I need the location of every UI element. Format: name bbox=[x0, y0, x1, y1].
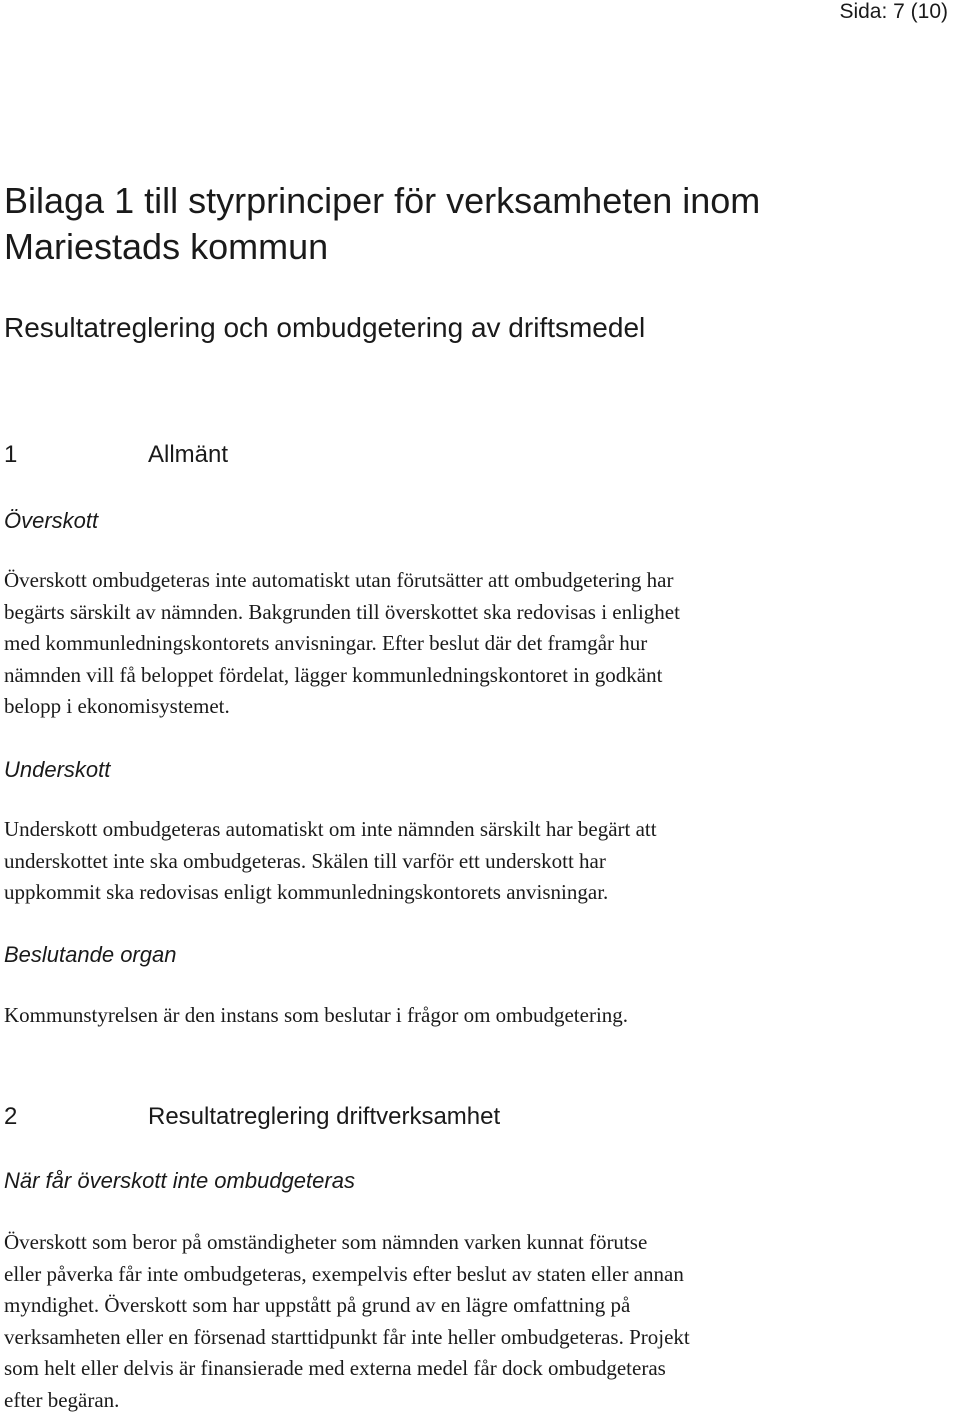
paragraph-line: som helt eller delvis är finansierade med externa medel får dock ombudgeteras bbox=[4, 1356, 666, 1380]
section-heading-1 bbox=[4, 440, 228, 470]
section-number-2: 2 bbox=[4, 1103, 18, 1130]
paragraph-line: nämnden vill få beloppet fördelat, lägger kommunledningskontoret in godkänt bbox=[4, 662, 663, 687]
paragraph-line: efter begäran. bbox=[4, 1387, 120, 1412]
paragraph-line: verksamheten eller en försenad starttidpunkt får inte heller ombudgeteras. Projekt bbox=[4, 1324, 690, 1349]
section-heading-2 bbox=[4, 1102, 500, 1132]
subheading-nar-far-overskott: När får överskott inte ombudgeteras bbox=[4, 1168, 355, 1193]
section-title-2: Resultatreglering driftverksamhet bbox=[148, 1103, 501, 1130]
paragraph-nar-far-overskott bbox=[4, 1227, 884, 1416]
paragraph-line: Överskott som beror på omständigheter som nämnden varken kunnat förutse bbox=[4, 1230, 648, 1254]
paragraph-line: belopp i ekonomisystemet. bbox=[4, 694, 230, 718]
paragraph-overskott bbox=[4, 565, 884, 723]
paragraph-beslutande-organ bbox=[4, 1000, 884, 1032]
paragraph-underskott bbox=[4, 814, 884, 909]
document-title bbox=[4, 178, 904, 270]
document-title-line-2: Mariestads kommun bbox=[4, 226, 329, 267]
paragraph-line: Underskott ombudgeteras automatiskt om inte nämnden särskilt har begärt att bbox=[4, 817, 657, 841]
paragraph-line: med kommunledningskontorets anvisningar. Efter beslut där det framgår hur bbox=[4, 631, 648, 655]
paragraph-line: myndighet. Överskott som har uppstått på grund av en lägre omfattning på bbox=[4, 1293, 631, 1317]
section-title-1: Allmänt bbox=[148, 441, 229, 468]
paragraph-line: Kommunstyrelsen är den instans som beslutar i frågor om ombudgetering. bbox=[4, 1003, 629, 1027]
section-number-1: 1 bbox=[4, 441, 18, 468]
paragraph-line: begärts särskilt av nämnden. Bakgrunden till överskottet ska redovisas i enlighet bbox=[4, 599, 680, 624]
paragraph-line: underskottet inte ska ombudgeteras. Skälen till varför ett underskott har bbox=[4, 848, 606, 873]
document-subtitle: Resultatreglering och ombudgetering av driftsmedel bbox=[4, 312, 646, 343]
document-title-line-1: Bilaga 1 till styrprinciper för verksamheten inom bbox=[4, 180, 761, 221]
subheading-beslutande-organ: Beslutande organ bbox=[4, 942, 177, 967]
subheading-overskott: Överskott bbox=[4, 508, 99, 533]
page-number: Sida: 7 (10) bbox=[839, 0, 948, 23]
subheading-underskott: Underskott bbox=[4, 757, 111, 782]
paragraph-line: uppkommit ska redovisas enligt kommunledningskontorets anvisningar. bbox=[4, 880, 609, 904]
paragraph-line: eller påverka får inte ombudgeteras, exempelvis efter beslut av staten eller annan bbox=[4, 1261, 684, 1286]
paragraph-line: Överskott ombudgeteras inte automatiskt utan förutsätter att ombudgetering har bbox=[4, 568, 674, 592]
